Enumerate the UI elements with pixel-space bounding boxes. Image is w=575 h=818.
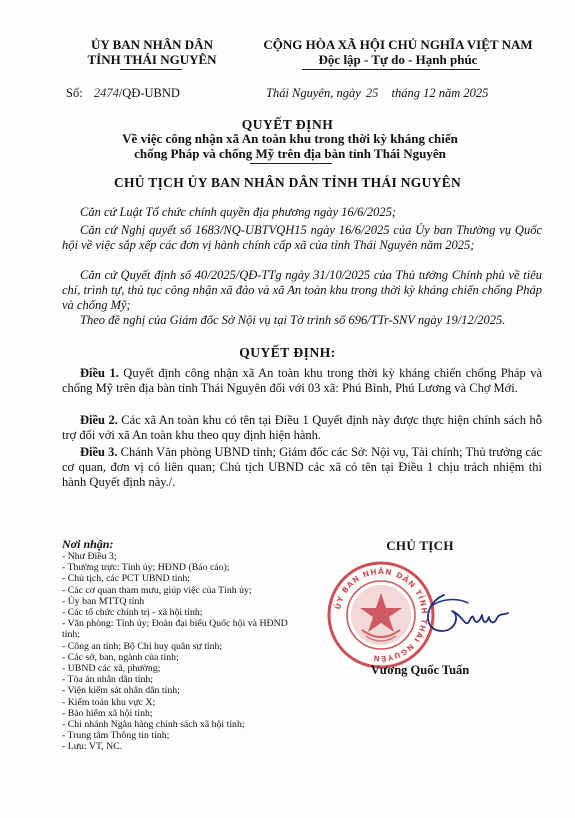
article-1 [62, 366, 542, 396]
nation-line-2: Độc lập - Tự do - Hạnh phúc [318, 52, 478, 67]
subject-line-2: chống Pháp và chống Mỹ trên địa bàn tỉnh Thái Nguyên [134, 146, 446, 161]
recipient-item: - Văn phòng: Tỉnh ủy; Đoàn đại biểu Quốc hội và HĐND tỉnh; [62, 618, 288, 641]
doc-number-suffix: /QĐ-UBND [118, 86, 180, 100]
signer-title: CHỦ TỊCH [386, 538, 454, 553]
recipients-list [62, 551, 302, 753]
agency-line-1: ỦY BAN NHÂN DÂN [91, 37, 213, 52]
legal-basis-3: Căn cứ Quyết định số 40/2025/QĐ-TTg ngày 31/10/2025 của Thủ tướng Chính phủ về tiêu chí, trình tự, thủ tục công nhận xã đảo và xã An toàn khu trong thời kỳ kháng chiến chống Pháp và chống Mỹ; [62, 268, 542, 312]
article-3-label: Điều 3. [80, 445, 118, 459]
article-2-label: Điều 2. [80, 413, 118, 427]
article-3-text: Chánh Văn phòng UBND tỉnh; Giám đốc các Sở: Nội vụ, Tài chính; Thủ trưởng các cơ quan, đơn vị có liên quan; Chủ tịch UBND các xã có tên tại Điều 1 chịu trách nhiệm thi hành Quyết định này./. [62, 445, 543, 489]
recipient-item: - Các sở, ban, ngành của tỉnh; [62, 651, 179, 663]
place-date-prefix: Thái Nguyên, ngày [266, 86, 361, 100]
article-2-text: Các xã An toàn khu có tên tại Điều 1 Quyết định này được thực hiện chính sách hỗ trợ đối với xã An toàn khu theo quy định hiện hành. [62, 413, 542, 442]
recipient-item: - Công an tỉnh; Bộ Chỉ huy quân sự tỉnh; [62, 640, 223, 652]
document-subject [60, 131, 520, 161]
recipient-item: - Trung tâm Thông tin tỉnh; [62, 730, 170, 742]
recipient-item: - Lưu: VT, NC. [62, 741, 123, 753]
document-type-title: QUYẾT ĐỊNH [241, 117, 334, 132]
nation-line-1: CỘNG HÒA XÃ HỘI CHỦ NGHĨA VIỆT NAM [263, 37, 533, 52]
recipient-item: - Kiểm toán khu vực X; [62, 696, 156, 708]
subject-line-1: Về việc công nhận xã An toàn khu trong thời kỳ kháng chiến [122, 131, 458, 146]
doc-number-prefix: Số: [66, 86, 83, 100]
recipient-item: - UBND các xã, phường; [62, 663, 161, 675]
article-1-text: Quyết định công nhận xã An toàn khu trong thời kỳ kháng chiến chống Pháp và chống Mỹ trên địa bàn tỉnh Thái Nguyên đối với 03 xã: Phú Bình, Phú Lương và Chợ Mới. [62, 366, 542, 395]
motto-underline [302, 69, 480, 70]
recipient-item: - Chủ tịch, các PCT UBND tỉnh; [62, 573, 190, 585]
issuer-heading: CHỦ TỊCH ỦY BAN NHÂN DÂN TỈNH THÁI NGUYÊN [113, 175, 462, 190]
recipient-item: - Các cơ quan tham mưu, giúp việc của Tỉnh ủy; [62, 584, 252, 596]
recipient-item: - Chi nhánh Ngân hàng chính sách xã hội tỉnh; [62, 719, 245, 731]
subject-underline [250, 163, 332, 164]
recipient-item: - Ủy ban MTTQ tỉnh [62, 595, 145, 607]
place-date-suffix: tháng 12 năm 2025 [391, 86, 489, 100]
legal-basis-4: Theo đề nghị của Giám đốc Sở Nội vụ tại Tờ trình số 696/TTr-SNV ngày 19/12/2025. [80, 313, 506, 327]
signature-graphic [416, 585, 536, 645]
place-date-day: 25 [365, 86, 379, 100]
recipients-heading: Nơi nhận: [62, 537, 114, 551]
signer-name: Vương Quốc Tuấn [370, 663, 470, 677]
handwritten-signature-icon [416, 585, 536, 645]
recipient-item: - Bảo hiểm xã hội tỉnh; [62, 707, 153, 719]
article-2 [62, 413, 542, 443]
agency-line-2: TỈNH THÁI NGUYÊN [87, 52, 217, 67]
svg-text:ỦY BAN NHÂN DÂN TỈNH THÁI NGUY: ỦY BAN NHÂN DÂN TỈNH THÁI NGUYÊN [333, 566, 430, 664]
recipient-item: - Tòa án nhân dân tỉnh; [62, 674, 153, 686]
legal-basis-2: Căn cứ Nghị quyết số 1683/NQ-UBTVQH15 ngày 16/6/2025 của Ủy ban Thường vụ Quốc hội về việc sắp xếp các đơn vị hành chính cấp xã của tỉnh Thái Nguyên năm 2025; [62, 223, 542, 252]
recipient-item: - Viện kiểm sát nhân dân tỉnh; [62, 685, 180, 697]
article-1-label: Điều 1. [80, 366, 119, 380]
national-motto [248, 37, 548, 67]
agency-underline [120, 69, 182, 70]
recipient-item: - Như Điều 3; [62, 551, 117, 562]
decision-heading: QUYẾT ĐỊNH: [239, 345, 336, 360]
recipient-item: - Thường trực: Tỉnh ủy; HĐND (Báo cáo); [62, 562, 230, 574]
issuing-agency [62, 37, 242, 67]
recipient-item: - Các tổ chức chính trị - xã hội tỉnh; [62, 607, 203, 619]
document-number [66, 86, 180, 101]
place-and-date [266, 86, 488, 101]
legal-basis-1: Căn cứ Luật Tổ chức chính quyền địa phương ngày 16/6/2025; [80, 205, 396, 219]
doc-number-value: 2474 [93, 86, 119, 100]
article-3 [62, 445, 542, 490]
